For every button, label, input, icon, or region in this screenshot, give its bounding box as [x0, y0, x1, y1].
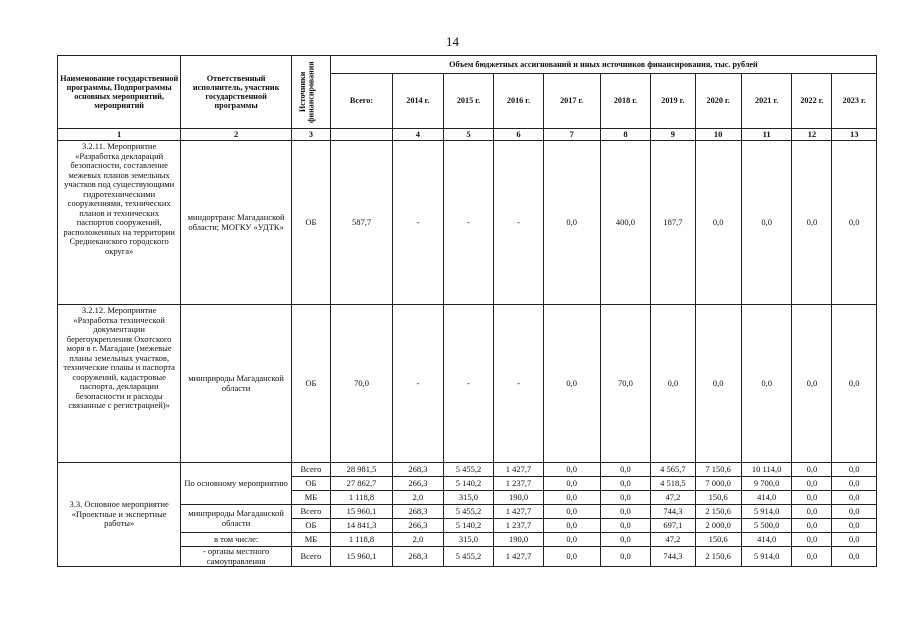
table-row	[58, 505, 877, 519]
header-year: 2018 г.	[600, 74, 651, 129]
value-cell: 7 150,6	[695, 463, 741, 477]
column-number: 4	[393, 129, 444, 141]
column-number: 5	[443, 129, 494, 141]
page-number: 14	[446, 34, 459, 49]
value-cell: 266,3	[393, 477, 444, 491]
value-cell: 0,0	[600, 519, 651, 533]
value-cell: 70,0	[330, 305, 392, 463]
header-year: 2014 г.	[393, 74, 444, 129]
header-year: 2020 г.	[695, 74, 741, 129]
value-cell: 266,3	[393, 519, 444, 533]
value-cell: 0,0	[600, 547, 651, 567]
value-cell: 414,0	[741, 491, 792, 505]
measure-name: 3.2.11. Мероприятие «Разработка деклараций безопасности, составление межевых планов земельных участков под существующими гидротехническими сооружениями, технических планов и технических паспортов сооружений, расположенных на территории Среднеканского городского округа»	[58, 141, 181, 305]
value-cell: 2,0	[393, 533, 444, 547]
column-number: 11	[741, 129, 792, 141]
value-cell: 0,0	[832, 547, 877, 567]
header-year: 2016 г.	[494, 74, 544, 129]
value-cell: 4 565,7	[651, 463, 695, 477]
value-cell: 744,3	[651, 547, 695, 567]
value-cell: 1 118,8	[330, 491, 392, 505]
value-cell: 5 914,0	[741, 547, 792, 567]
value-cell: 0,0	[792, 533, 832, 547]
value-cell: 0,0	[600, 533, 651, 547]
value-cell: 0,0	[792, 463, 832, 477]
column-number: 1	[58, 129, 181, 141]
value-cell: 0,0	[600, 477, 651, 491]
column-number: 13	[832, 129, 877, 141]
value-cell: 5 455,2	[443, 505, 494, 519]
header-exec: Ответственный исполнитель, участник государственной программы	[181, 56, 292, 129]
value-cell: 5 140,2	[443, 477, 494, 491]
executor-ministry: минприроды Магаданской области	[181, 505, 292, 533]
funding-source: ОБ	[291, 141, 330, 305]
value-cell: -	[393, 305, 444, 463]
value-cell: 0,0	[543, 505, 600, 519]
value-cell: 0,0	[741, 141, 792, 305]
column-number: 10	[695, 129, 741, 141]
value-cell: 14 841,3	[330, 519, 392, 533]
value-cell: 70,0	[600, 305, 651, 463]
value-cell: 0,0	[741, 305, 792, 463]
value-cell: 0,0	[695, 305, 741, 463]
table-row	[58, 305, 877, 463]
value-cell: 1 427,7	[494, 547, 544, 567]
value-cell: 15 960,1	[330, 505, 392, 519]
column-number: 2	[181, 129, 292, 141]
value-cell: 0,0	[543, 547, 600, 567]
executor-main: По основному мероприятию	[181, 463, 292, 505]
value-cell: 1 237,7	[494, 477, 544, 491]
table-row	[58, 533, 877, 547]
value-cell: 0,0	[832, 141, 877, 305]
funding-source: ОБ	[291, 477, 330, 491]
value-cell: -	[494, 141, 544, 305]
value-cell: 268,3	[393, 547, 444, 567]
table-row	[58, 463, 877, 477]
value-cell: 10 114,0	[741, 463, 792, 477]
value-cell: 5 455,2	[443, 463, 494, 477]
header-year: 2017 г.	[543, 74, 600, 129]
value-cell: 5 140,2	[443, 519, 494, 533]
value-cell: 414,0	[741, 533, 792, 547]
value-cell: 0,0	[832, 519, 877, 533]
value-cell: 268,3	[393, 463, 444, 477]
header-source-text: Источники финансирования	[297, 61, 316, 123]
value-cell: 587,7	[330, 141, 392, 305]
header-year: 2021 г.	[741, 74, 792, 129]
value-cell: 0,0	[600, 463, 651, 477]
column-number: 8	[600, 129, 651, 141]
value-cell: 0,0	[651, 305, 695, 463]
value-cell: 28 981,5	[330, 463, 392, 477]
value-cell: -	[443, 141, 494, 305]
table-row	[58, 141, 877, 305]
value-cell: 47,2	[651, 533, 695, 547]
value-cell: 7 000,0	[695, 477, 741, 491]
executor: минприроды Магаданской области	[181, 305, 292, 463]
value-cell: 1 118,8	[330, 533, 392, 547]
header-year: 2022 г.	[792, 74, 832, 129]
value-cell: 744,3	[651, 505, 695, 519]
header-year: 2015 г.	[443, 74, 494, 129]
funding-source: МБ	[291, 491, 330, 505]
value-cell: 5 455,2	[443, 547, 494, 567]
value-cell: 0,0	[695, 141, 741, 305]
value-cell: 47,2	[651, 491, 695, 505]
column-number-empty	[330, 129, 392, 141]
funding-source: ОБ	[291, 305, 330, 463]
value-cell: 268,3	[393, 505, 444, 519]
value-cell: -	[393, 141, 444, 305]
value-cell: 2,0	[393, 491, 444, 505]
value-cell: 1 427,7	[494, 463, 544, 477]
value-cell: 0,0	[543, 491, 600, 505]
value-cell: 0,0	[543, 519, 600, 533]
value-cell: 0,0	[792, 491, 832, 505]
value-cell: 0,0	[543, 533, 600, 547]
value-cell: 4 518,5	[651, 477, 695, 491]
value-cell: 5 914,0	[741, 505, 792, 519]
measure-name: 3.3. Основное мероприятие «Проектные и экспертные работы»	[58, 463, 181, 567]
value-cell: 697,1	[651, 519, 695, 533]
value-cell: 5 500,0	[741, 519, 792, 533]
header-budget: Объем бюджетных ассигнований и иных источников финансирования, тыс. рублей	[330, 56, 876, 74]
value-cell: 0,0	[543, 141, 600, 305]
value-cell: 400,0	[600, 141, 651, 305]
executor-local: - органы местного самоуправления	[181, 547, 292, 567]
value-cell: 9 700,0	[741, 477, 792, 491]
value-cell: -	[443, 305, 494, 463]
value-cell: 0,0	[792, 305, 832, 463]
executor-including: в том числе:	[181, 533, 292, 547]
header-year: 2023 г.	[832, 74, 877, 129]
value-cell: 315,0	[443, 533, 494, 547]
value-cell: 0,0	[792, 547, 832, 567]
value-cell: -	[494, 305, 544, 463]
value-cell: 2 150,6	[695, 547, 741, 567]
value-cell: 15 960,1	[330, 547, 392, 567]
value-cell: 27 862,7	[330, 477, 392, 491]
value-cell: 0,0	[832, 533, 877, 547]
value-cell: 0,0	[792, 519, 832, 533]
budget-table	[57, 55, 877, 567]
value-cell: 0,0	[832, 491, 877, 505]
funding-source: Всего	[291, 463, 330, 477]
value-cell: 190,0	[494, 533, 544, 547]
table-row	[58, 547, 877, 567]
value-cell: 0,0	[792, 141, 832, 305]
funding-source: МБ	[291, 533, 330, 547]
value-cell: 150,6	[695, 533, 741, 547]
column-number: 12	[792, 129, 832, 141]
value-cell: 0,0	[543, 477, 600, 491]
column-number: 6	[494, 129, 544, 141]
value-cell: 0,0	[543, 305, 600, 463]
column-number: 9	[651, 129, 695, 141]
value-cell: 0,0	[792, 505, 832, 519]
column-number: 7	[543, 129, 600, 141]
header-source	[291, 56, 330, 129]
value-cell: 0,0	[832, 505, 877, 519]
value-cell: 187,7	[651, 141, 695, 305]
value-cell: 0,0	[600, 491, 651, 505]
header-name: Наименование государственной программы, Подпрограммы основных мероприятий, мероприятий	[58, 56, 181, 129]
value-cell: 190,0	[494, 491, 544, 505]
value-cell: 0,0	[792, 477, 832, 491]
value-cell: 0,0	[543, 463, 600, 477]
value-cell: 315,0	[443, 491, 494, 505]
funding-source: Всего	[291, 505, 330, 519]
header-year: 2019 г.	[651, 74, 695, 129]
column-number: 3	[291, 129, 330, 141]
header-total: Всего:	[330, 74, 392, 129]
value-cell: 2 150,6	[695, 505, 741, 519]
value-cell: 0,0	[832, 477, 877, 491]
value-cell: 0,0	[832, 305, 877, 463]
value-cell: 150,6	[695, 491, 741, 505]
value-cell: 0,0	[600, 505, 651, 519]
value-cell: 2 000,0	[695, 519, 741, 533]
measure-name: 3.2.12. Мероприятие «Разработка технической документации берегоукрепления Охотского моря в г. Магадане (межевые планы земельных участков, технические планы и паспорта сооружений, кадастровые паспорта, декларации безопасности и расходы связанные с регистрацией)»	[58, 305, 181, 463]
executor: миндортранс Магаданской области; МОГКУ «УДТК»	[181, 141, 292, 305]
funding-source: Всего	[291, 547, 330, 567]
value-cell: 1 427,7	[494, 505, 544, 519]
value-cell: 1 237,7	[494, 519, 544, 533]
value-cell: 0,0	[832, 463, 877, 477]
funding-source: ОБ	[291, 519, 330, 533]
